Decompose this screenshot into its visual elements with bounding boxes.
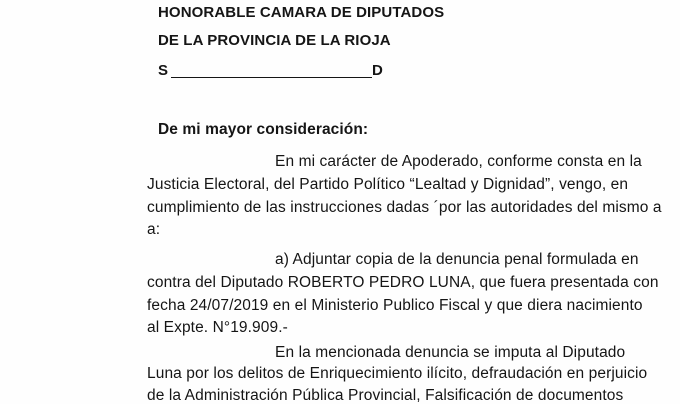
item-a-line3: fecha 24/07/2019 en el Ministerio Publico Fiscal y que diera nacimiento <box>147 297 643 314</box>
paragraph1-line4: a: <box>147 221 161 238</box>
s-label: S <box>158 62 169 79</box>
item-a-line2: contra del Diputado ROBERTO PEDRO LUNA, que fuera presentada con <box>147 274 659 291</box>
d-label: D <box>372 62 383 79</box>
paragraph1-line1: En mi carácter de Apoderado, conforme consta en la <box>275 153 642 170</box>
item-a-line1: a) Adjuntar copia de la denuncia penal formulada en <box>275 251 639 268</box>
paragraph2-line2: Luna por los delitos de Enriquecimiento ilícito, defraudación en perjuicio <box>147 365 648 382</box>
salutation: De mi mayor consideración: <box>158 121 369 138</box>
item-a-line4: al Expte. N°19.909.- <box>147 319 288 336</box>
addressee-line-2: DE LA PROVINCIA DE LA RIOJA <box>158 32 391 49</box>
addressee-line-1: HONORABLE CAMARA DE DIPUTADOS <box>158 4 445 21</box>
paragraph1-line2: Justicia Electoral, del Partido Político “Lealtad y Dignidad”, vengo, en <box>147 176 629 193</box>
paragraph2-line1: En la mencionada denuncia se imputa al Diputado <box>275 344 626 361</box>
underline-rule <box>171 77 372 78</box>
paragraph2-line3: de la Administración Pública Provincial, Falsificación de documentos <box>147 387 624 404</box>
paragraph1-line3: cumplimiento de las instrucciones dadas ´por las autoridades del mismo a <box>147 199 662 216</box>
sd-signature-line <box>158 62 388 82</box>
